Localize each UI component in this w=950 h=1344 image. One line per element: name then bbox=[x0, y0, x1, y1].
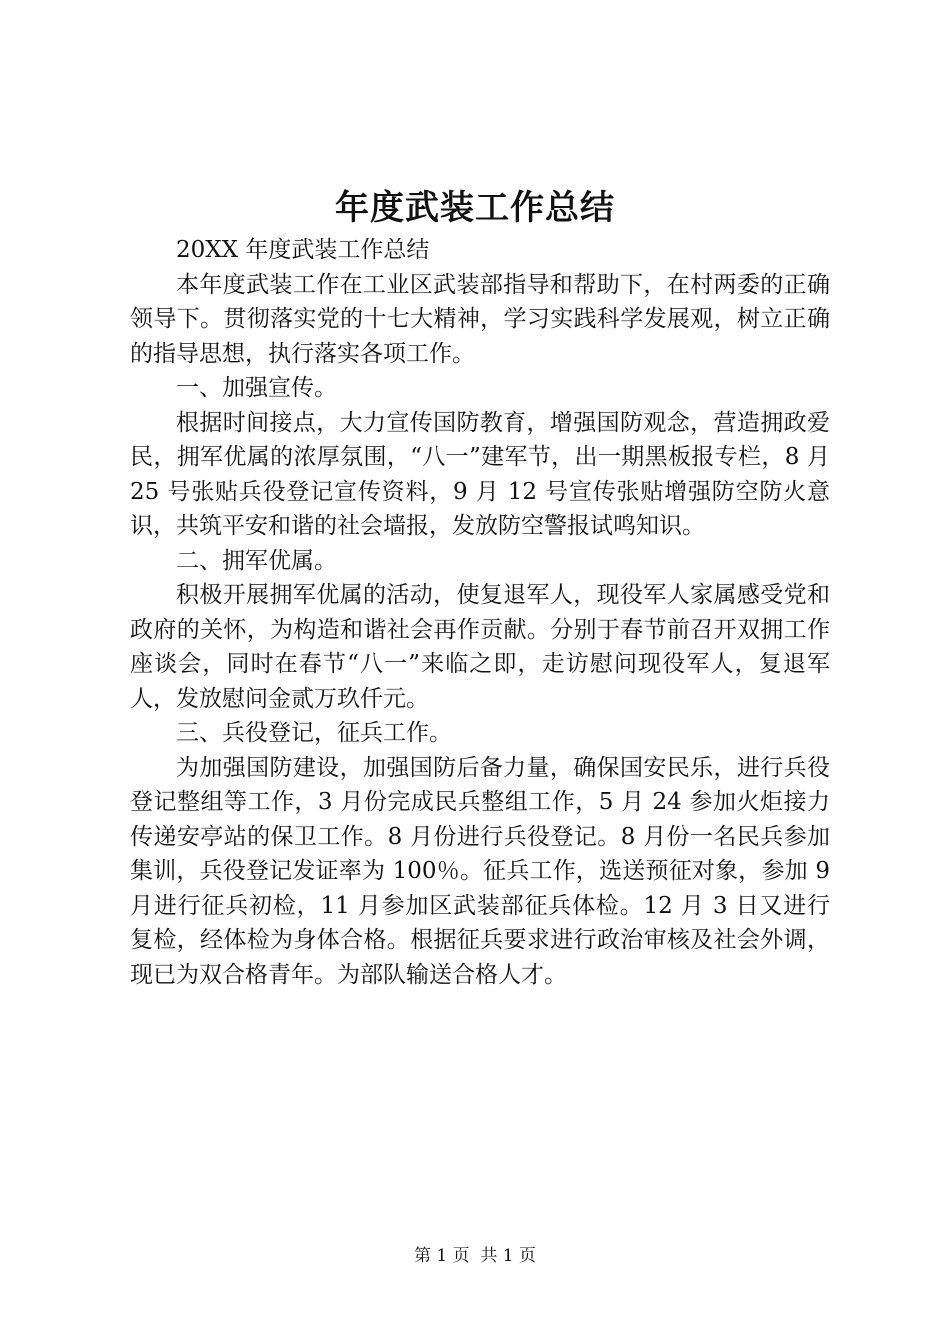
section-heading-military-support: 二、拥军优属。 bbox=[176, 547, 337, 574]
military-support-paragraph: 积极开展拥军优属的活动，使复退军人，现役军人家属感受党和政府的关怀，为构造和谐社会再作贡献。分别于春节前召开双拥工作座谈会，同时在春节“八一”来临之即，走访慰问现役军人，复退军人，发放慰问金贰万玖仟元。 bbox=[130, 582, 830, 712]
page-number: 第 1 页 bbox=[413, 1246, 470, 1266]
conscription-paragraph: 为加强国防建设，加强国防后备力量，确保国安民乐，进行兵役登记整组等工作，3 月份完成民兵整组工作，5 月 24 参加火炬接力传递安亭站的保卫工作。8 月份进行兵役登记。8 月份一名民兵参加集训，兵役登记发证率为 100％。征兵工作，选送预征对象，参加 9 月进行征兵初检，11 月参加区武装部征兵体检。12 月 3 日又进行复检，经体检为身体合格。根据征兵要求进行政治审核及社会外调，现已为双合格青年。为部队输送合格人才。 bbox=[130, 754, 830, 988]
page-total: 共 1 页 bbox=[480, 1246, 537, 1266]
section-heading-publicity: 一、加强宣传。 bbox=[176, 375, 337, 401]
subtitle-paragraph: 20XX 年度武装工作总结 bbox=[176, 237, 430, 263]
publicity-paragraph: 根据时间接点，大力宣传国防教育，增强国防观念，营造拥政爱民，拥军优属的浓厚氛围，“八一”建军节，出一期黑板报专栏，8 月 25 号张贴兵役登记宣传资料，9 月 12 号宣传张贴增强防空防火意识，共筑平安和谐的社会墙报，发放防空警报试鸣知识。 bbox=[130, 409, 830, 539]
footer-separator bbox=[470, 1246, 481, 1266]
section-heading-conscription: 三、兵役登记，征兵工作。 bbox=[176, 720, 452, 746]
document-body bbox=[130, 233, 830, 992]
intro-paragraph: 本年度武装工作在工业区武装部指导和帮助下，在村两委的正确领导下。贯彻落实党的十七大精神，学习实践科学发展观，树立正确的指导思想，执行落实各项工作。 bbox=[130, 271, 830, 367]
document-title: 年度武装工作总结 bbox=[335, 188, 615, 228]
page-footer bbox=[0, 1244, 950, 1268]
